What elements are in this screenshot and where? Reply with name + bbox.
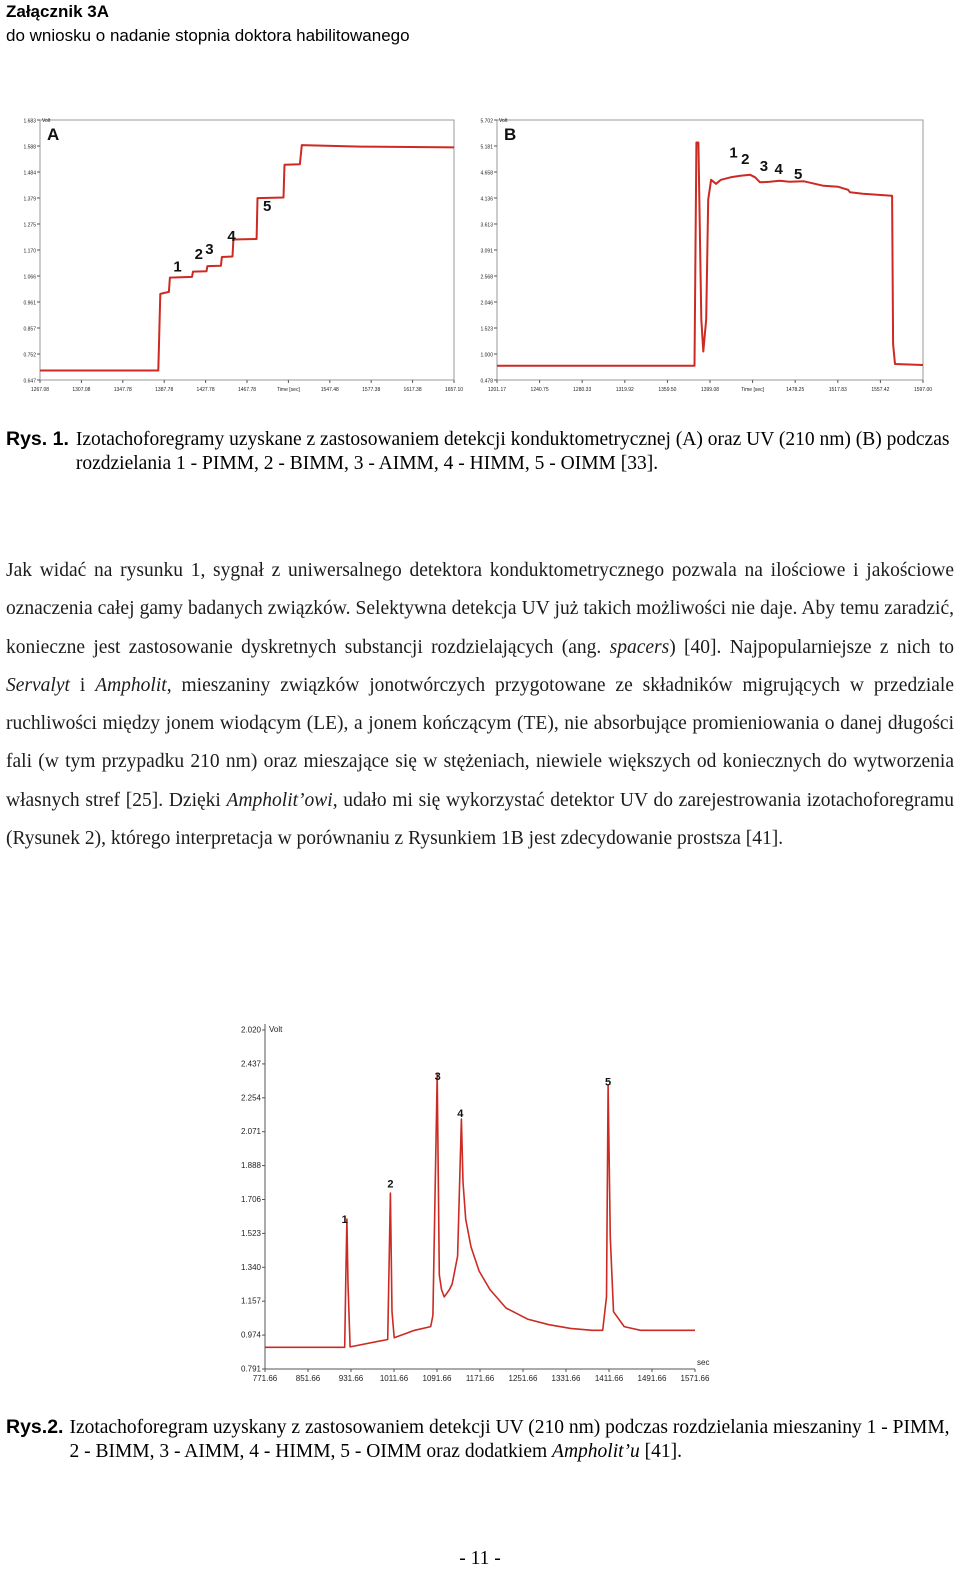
x-tick-label: 1657.10 — [444, 387, 464, 393]
x-tick-label: 1617.38 — [403, 387, 422, 393]
x-tick-label: 1280.33 — [573, 387, 592, 393]
y-tick-label: 0.791 — [240, 1364, 261, 1374]
panel-label: B — [504, 125, 517, 144]
paragraph-text-3: i — [69, 674, 96, 696]
y-tick-label: 5.181 — [480, 144, 493, 151]
peak-label: 5 — [262, 198, 272, 216]
x-tick-label: 1347.78 — [113, 387, 132, 393]
peak-label: 3 — [759, 157, 769, 175]
x-axis-unit-label: sec — [697, 1358, 710, 1367]
y-tick-label: 1.157 — [240, 1296, 261, 1306]
plot-frame — [40, 120, 454, 380]
peak-label: 1 — [341, 1213, 348, 1226]
figure-2-caption — [6, 1416, 954, 1463]
x-tick-label: 1387.78 — [155, 387, 174, 393]
y-tick-label: 1.523 — [240, 1228, 261, 1238]
y-tick-label: 5.702 — [480, 118, 493, 125]
peak-label: 1 — [729, 144, 738, 162]
y-axis-unit-label: Volt — [269, 1025, 283, 1034]
peak-label: 2 — [194, 245, 203, 263]
x-tick-label: 1517.83 — [828, 387, 847, 393]
x-tick-label: 1011.66 — [379, 1374, 409, 1383]
chart-2-uv-ampholit — [225, 1024, 725, 1396]
x-tick-label: Time [sec] — [276, 387, 300, 393]
paragraph-text-5: , udało mi się wykorzystać detektor UV do zarejestrowania izotachoforegramu (Rysunek 2), którego interpretacja w porównaniu z Rysunkiem 1B jest zdecydowanie prostsza [41]. — [6, 789, 954, 850]
y-tick-label: 4.136 — [480, 196, 493, 203]
y-axis-unit-label: Volt — [499, 118, 508, 124]
y-tick-label: 0.752 — [23, 352, 36, 359]
y-tick-label: 1.000 — [480, 352, 493, 359]
paragraph-italic-ampholit: Ampholit — [95, 674, 167, 696]
y-tick-label: 0.478 — [480, 378, 493, 385]
x-tick-label: 1427.78 — [196, 387, 215, 393]
y-tick-label: 0.647 — [23, 378, 36, 385]
peak-label: 2 — [741, 150, 750, 168]
series-line — [265, 1075, 695, 1348]
x-tick-label: 1319.92 — [615, 387, 634, 393]
x-tick-label: 1411.66 — [594, 1374, 624, 1383]
annex-subtitle: do wniosku o nadanie stopnia doktora habilitowanego — [6, 26, 410, 45]
peak-label: 4 — [457, 1108, 464, 1121]
paragraph-text-1: Jak widać na rysunku 1, sygnał z uniwersalnego detektora konduktometrycznego pozwala na ilościowe i jakościowe oznaczenia całej gamy badanych związków. Selektywna detekcja UV już takich możliwości nie daje. Aby temu zaradzić, konieczne jest zastosowanie dyskretnych substancji rozdzielających (ang. — [6, 560, 954, 658]
figure-1-caption — [6, 428, 954, 475]
y-tick-label: 1.523 — [480, 326, 493, 333]
peak-label: 4 — [774, 160, 783, 178]
peak-label: 3 — [205, 240, 214, 258]
y-tick-label: 2.020 — [240, 1025, 261, 1035]
x-tick-label: 1307.08 — [72, 387, 91, 393]
x-tick-label: Time [sec] — [741, 387, 765, 393]
x-tick-label: 1267.08 — [30, 387, 50, 393]
page-number: - 11 - — [459, 1548, 501, 1569]
peak-label: 5 — [794, 165, 803, 183]
peak-label: 3 — [434, 1071, 441, 1084]
figure-1-label: Rys. 1. — [6, 428, 69, 450]
x-tick-label: 1597.00 — [913, 387, 933, 393]
peak-label: 4 — [227, 228, 236, 246]
x-tick-label: 1091.66 — [422, 1374, 452, 1383]
y-tick-label: 2.071 — [240, 1127, 261, 1137]
panel-label: A — [47, 125, 60, 144]
y-tick-label: 4.658 — [480, 170, 493, 177]
peak-label: 1 — [173, 258, 182, 276]
peak-label: 5 — [605, 1076, 612, 1089]
x-tick-label: 1240.75 — [530, 387, 549, 393]
series-line — [40, 145, 454, 370]
y-tick-label: 1.340 — [240, 1262, 261, 1272]
figure-2-caption-main: Izotachoforegram uzyskany z zastosowaniem detekcji UV (210 nm) podczas rozdzielania mieszaniny 1 - PIMM, 2 - BIMM, 3 - AIMM, 4 - HIMM, 5 - OIMM oraz dodatkiem — [69, 1417, 950, 1462]
paragraph-text-2: ) [40]. Najpopularniejsze z nich to — [669, 636, 954, 658]
x-tick-label: 851.66 — [295, 1374, 321, 1383]
y-tick-label: 1.379 — [23, 196, 36, 203]
x-tick-label: 1557.42 — [871, 387, 890, 393]
y-tick-label: 1.683 — [23, 118, 36, 125]
figure-2-caption-end: [41]. — [639, 1440, 683, 1462]
y-tick-label: 0.857 — [23, 326, 36, 333]
y-tick-label: 1.275 — [23, 222, 36, 229]
x-tick-label: 1467.78 — [237, 387, 257, 393]
peak-label: 2 — [387, 1178, 394, 1191]
y-tick-label: 1.888 — [240, 1161, 261, 1171]
paragraph-italic-servalyt: Servalyt — [6, 674, 70, 696]
y-tick-label: 1.066 — [23, 274, 36, 281]
y-tick-label: 2.568 — [480, 274, 493, 281]
x-tick-label: 1171.66 — [465, 1374, 495, 1383]
body-paragraph — [6, 552, 954, 858]
paragraph-italic-spacers: spacers — [609, 636, 670, 658]
x-tick-label: 1577.38 — [362, 387, 381, 393]
x-tick-label: 1359.50 — [658, 387, 677, 393]
figure-2-label: Rys.2. — [6, 1416, 64, 1438]
y-tick-label: 2.254 — [240, 1093, 261, 1103]
x-tick-label: 1251.66 — [508, 1374, 538, 1383]
y-tick-label: 2.437 — [240, 1059, 261, 1069]
plot-frame — [497, 120, 923, 380]
y-tick-label: 1.484 — [23, 170, 36, 177]
y-tick-label: 3.613 — [480, 222, 493, 229]
y-tick-label: 2.046 — [480, 300, 493, 307]
x-tick-label: 1399.08 — [700, 387, 720, 393]
paragraph-italic-ampholitowi: Ampholit’owi — [226, 789, 333, 811]
paragraph-text-4: , mieszaniny związków jonotwórczych przygotowane ze składników migrujących w przedziale ruchliwości między jonem wiodącym (LE), a jonem kończącym (TE), nie absorbujące promieniowania o danej długości fali (w tym przypadku 210 nm) oraz mieszające się w stężeniach, niewiele większych od koniecznych do wytworzenia własnych stref [25]. Dzięki — [6, 674, 955, 811]
series-line — [497, 143, 923, 366]
y-tick-label: 1.170 — [23, 248, 36, 255]
x-tick-label: 1331.66 — [551, 1374, 581, 1383]
y-axis-unit-label: Volt — [42, 118, 51, 124]
x-tick-label: 931.66 — [338, 1374, 364, 1383]
y-tick-label: 1.588 — [23, 144, 36, 151]
y-tick-label: 3.091 — [480, 248, 493, 255]
x-tick-label: 1201.17 — [487, 387, 507, 393]
figure-2-caption-italic: Ampholit’u — [552, 1440, 640, 1462]
y-tick-label: 0.961 — [23, 300, 36, 307]
y-tick-label: 0.974 — [240, 1330, 261, 1340]
x-tick-label: 1571.66 — [680, 1374, 710, 1383]
figure-1-caption-text: Izotachoforegramy uzyskane z zastosowaniem detekcji konduktometrycznej (A) oraz UV (210 nm) (B) podczas rozdzielania 1 - PIMM, 2 - BIMM, 3 - AIMM, 4 - HIMM, 5 - OIMM [33]. — [75, 429, 950, 474]
chart-a-conductometric — [14, 112, 464, 406]
x-tick-label: 1478.25 — [786, 387, 805, 393]
chart-b-uv — [471, 112, 931, 406]
figure-2-caption-text — [69, 1416, 954, 1463]
y-tick-label: 1.706 — [240, 1195, 261, 1204]
annex-title: Załącznik 3A — [6, 2, 109, 21]
x-tick-label: 771.66 — [252, 1374, 278, 1383]
x-tick-label: 1547.48 — [320, 387, 339, 393]
x-tick-label: 1491.66 — [637, 1374, 667, 1383]
